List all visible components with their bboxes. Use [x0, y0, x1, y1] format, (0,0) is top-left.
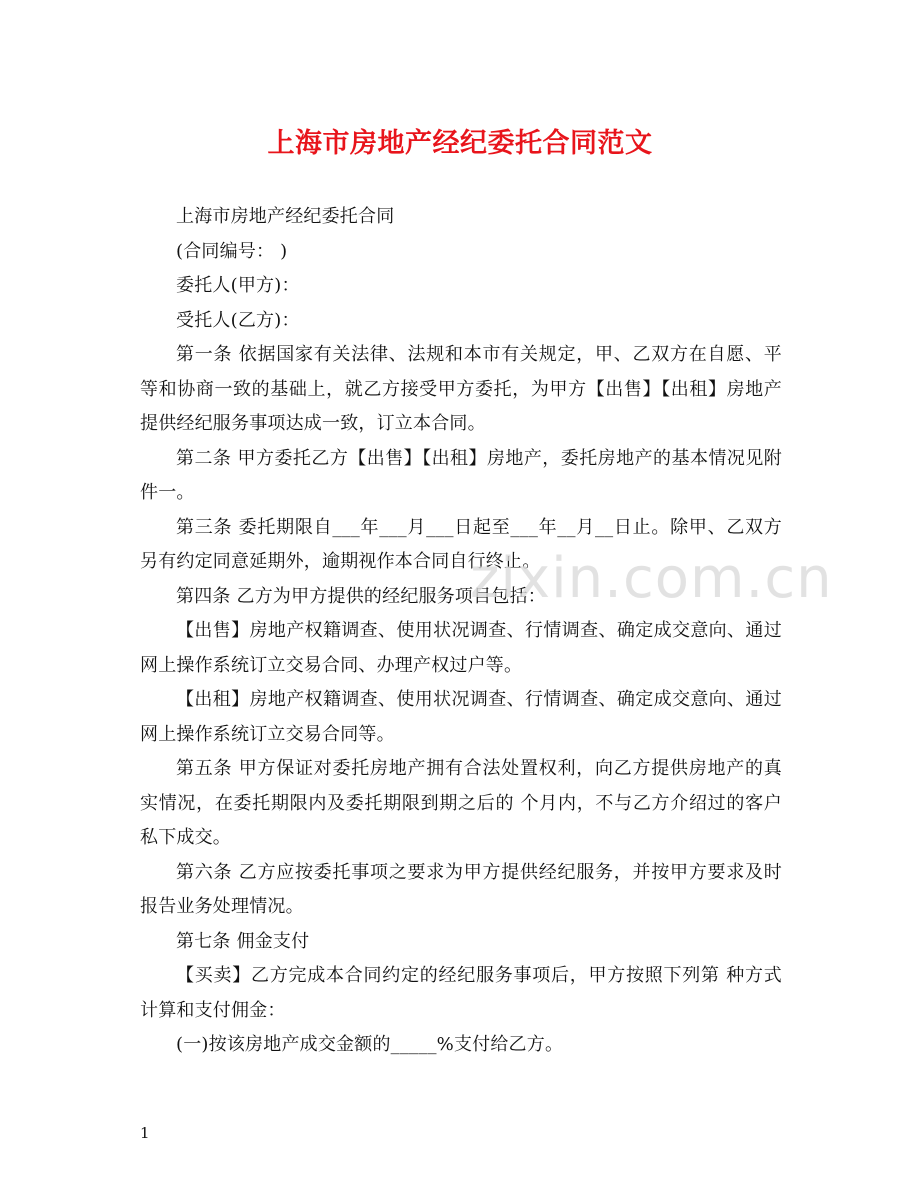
- paragraph-article-4: 第四条 乙方为甲方提供的经纪服务项目包括：: [176, 585, 546, 607]
- document-title: 上海市房地产经纪委托合同范文: [267, 128, 653, 159]
- paragraph-sale-services: 【出售】房地产权籍调查、使用状况调查、行情调查、确定成交意向、通过网上操作系统订立交易合同、办理产权过户等。: [140, 620, 782, 676]
- paragraph-rent-services: 【出租】房地产权籍调查、使用状况调查、行情调查、确定成交意向、通过网上操作系统订立交易合同等。: [140, 689, 782, 745]
- paragraph-article-1: 第一条 依据国家有关法律、法规和本市有关规定，甲、乙双方在自愿、平等和协商一致的基础上，就乙方接受甲方委托，为甲方【出售】【出租】房地产提供经纪服务事项达成一致，订立本合同。: [140, 344, 782, 434]
- paragraph-commission-sale: 【买卖】乙方完成本合同约定的经纪服务事项后，甲方按照下列第 种方式计算和支付佣金：: [140, 965, 782, 1021]
- paragraph-contract-heading: 上海市房地产经纪委托合同: [176, 206, 395, 227]
- document-body: [140, 200, 782, 1063]
- paragraph-party-b: 受托人(乙方)：: [176, 309, 300, 331]
- paragraph-article-6: 第六条 乙方应按委托事项之要求为甲方提供经纪服务，并按甲方要求及时报告业务处理情况。: [140, 861, 782, 917]
- paragraph-contract-number: (合同编号： ): [176, 240, 288, 262]
- watermark: zixin.com.cn: [470, 546, 833, 611]
- paragraph-article-2: 第二条 甲方委托乙方【出售】【出租】房地产，委托房地产的基本情况见附件一。: [140, 447, 782, 503]
- paragraph-article-5: 第五条 甲方保证对委托房地产拥有合法处置权利，向乙方提供房地产的真实情况，在委托期限内及委托期限到期之后的 个月内，不与乙方介绍过的客户私下成交。: [140, 758, 782, 848]
- paragraph-article-3: 第三条 委托期限自___年___月___日起至___年__月__日止。除甲、乙双方另有约定同意延期外，逾期视作本合同自行终止。: [140, 516, 782, 572]
- paragraph-article-7: 第七条 佣金支付: [176, 930, 310, 952]
- page-number: 1: [140, 1124, 150, 1142]
- paragraph-commission-option-1: (一)按该房地产成交金额的_____%支付给乙方。: [176, 1034, 564, 1055]
- paragraph-party-a: 委托人(甲方)：: [176, 275, 300, 296]
